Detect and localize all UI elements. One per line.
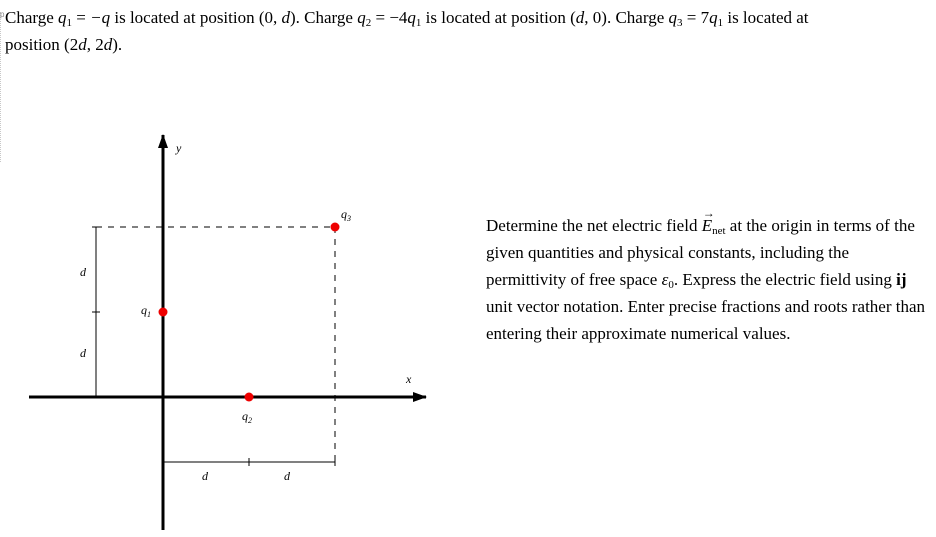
x-axis-label: x: [406, 372, 412, 386]
e-net-subscript: net: [712, 225, 726, 237]
epsilon-subscript: 0: [668, 279, 674, 291]
problem-text: ). Charge: [290, 8, 358, 27]
problem-text: Charge: [5, 8, 59, 27]
question-text: [486, 212, 931, 347]
q3-label-subscript: 3: [347, 214, 351, 223]
equals-sign: =: [682, 8, 701, 27]
q1-subscript: 1: [415, 17, 422, 29]
q1-subscript: 1: [717, 17, 724, 29]
q1-symbol: q: [407, 8, 416, 27]
equals-sign: =: [72, 8, 91, 27]
q1-symbol: q: [709, 8, 718, 27]
q3-subscript: 3: [677, 17, 683, 29]
q3-label-symbol: q: [341, 207, 347, 221]
problem-text: , 0). Charge: [584, 8, 669, 27]
q1-symbol: q: [58, 8, 67, 27]
q1-subscript: 1: [66, 17, 73, 29]
dimension-label-d: d: [202, 469, 208, 483]
e-net-vector: [702, 212, 726, 239]
epsilon-symbol: ε: [661, 270, 669, 289]
question-part: unit vector notation. Enter precise fractions and roots rather than entering their approximate numerical values.: [486, 297, 926, 343]
q3-symbol: q: [668, 8, 677, 27]
q2-symbol: q: [357, 8, 366, 27]
d-symbol: d: [103, 35, 113, 54]
q2-label-symbol: q: [242, 409, 248, 423]
q2-subscript: 2: [365, 17, 372, 29]
charge-q2-dot: [245, 393, 254, 402]
q1-label-symbol: q: [141, 303, 147, 317]
d-symbol: d: [281, 8, 291, 27]
q3-label: [341, 207, 351, 223]
dimension-label-d: d: [80, 346, 86, 360]
q1-label: [141, 303, 151, 319]
problem-text: is located at position (: [421, 8, 576, 27]
charge-q1-dot: [159, 308, 168, 317]
problem-text: , 2: [86, 35, 104, 54]
charge-diagram: [0, 0, 460, 537]
d-symbol: d: [78, 35, 87, 54]
q1-value: −q: [90, 8, 111, 27]
page-edge-glyph: p: [0, 10, 5, 19]
dimension-label-d: d: [80, 265, 86, 279]
dimension-label-d: d: [284, 469, 290, 483]
q3-coefficient: 7: [700, 8, 710, 27]
question-part: Determine the net electric field: [486, 216, 702, 235]
q1-label-subscript: 1: [147, 310, 151, 319]
problem-text: position (2: [5, 35, 79, 54]
problem-text: is located at: [723, 8, 809, 27]
equals-sign: =: [371, 8, 390, 27]
y-axis-label: y: [176, 141, 182, 155]
question-part: . Express the electric field using: [673, 270, 897, 289]
q2-label-subscript: 2: [248, 416, 252, 425]
problem-text: is located at position (0,: [110, 8, 282, 27]
ij-notation: ij: [896, 270, 907, 289]
charge-q3-dot: [331, 223, 340, 232]
q2-coefficient: −4: [389, 8, 408, 27]
q2-label: [242, 409, 252, 425]
d-symbol: d: [575, 8, 585, 27]
problem-text: ).: [112, 35, 123, 54]
e-net-symbol: E: [701, 216, 713, 235]
question-part: at the origin in terms of the given quantities and physical constants, including the permittivity of free space: [486, 216, 915, 289]
